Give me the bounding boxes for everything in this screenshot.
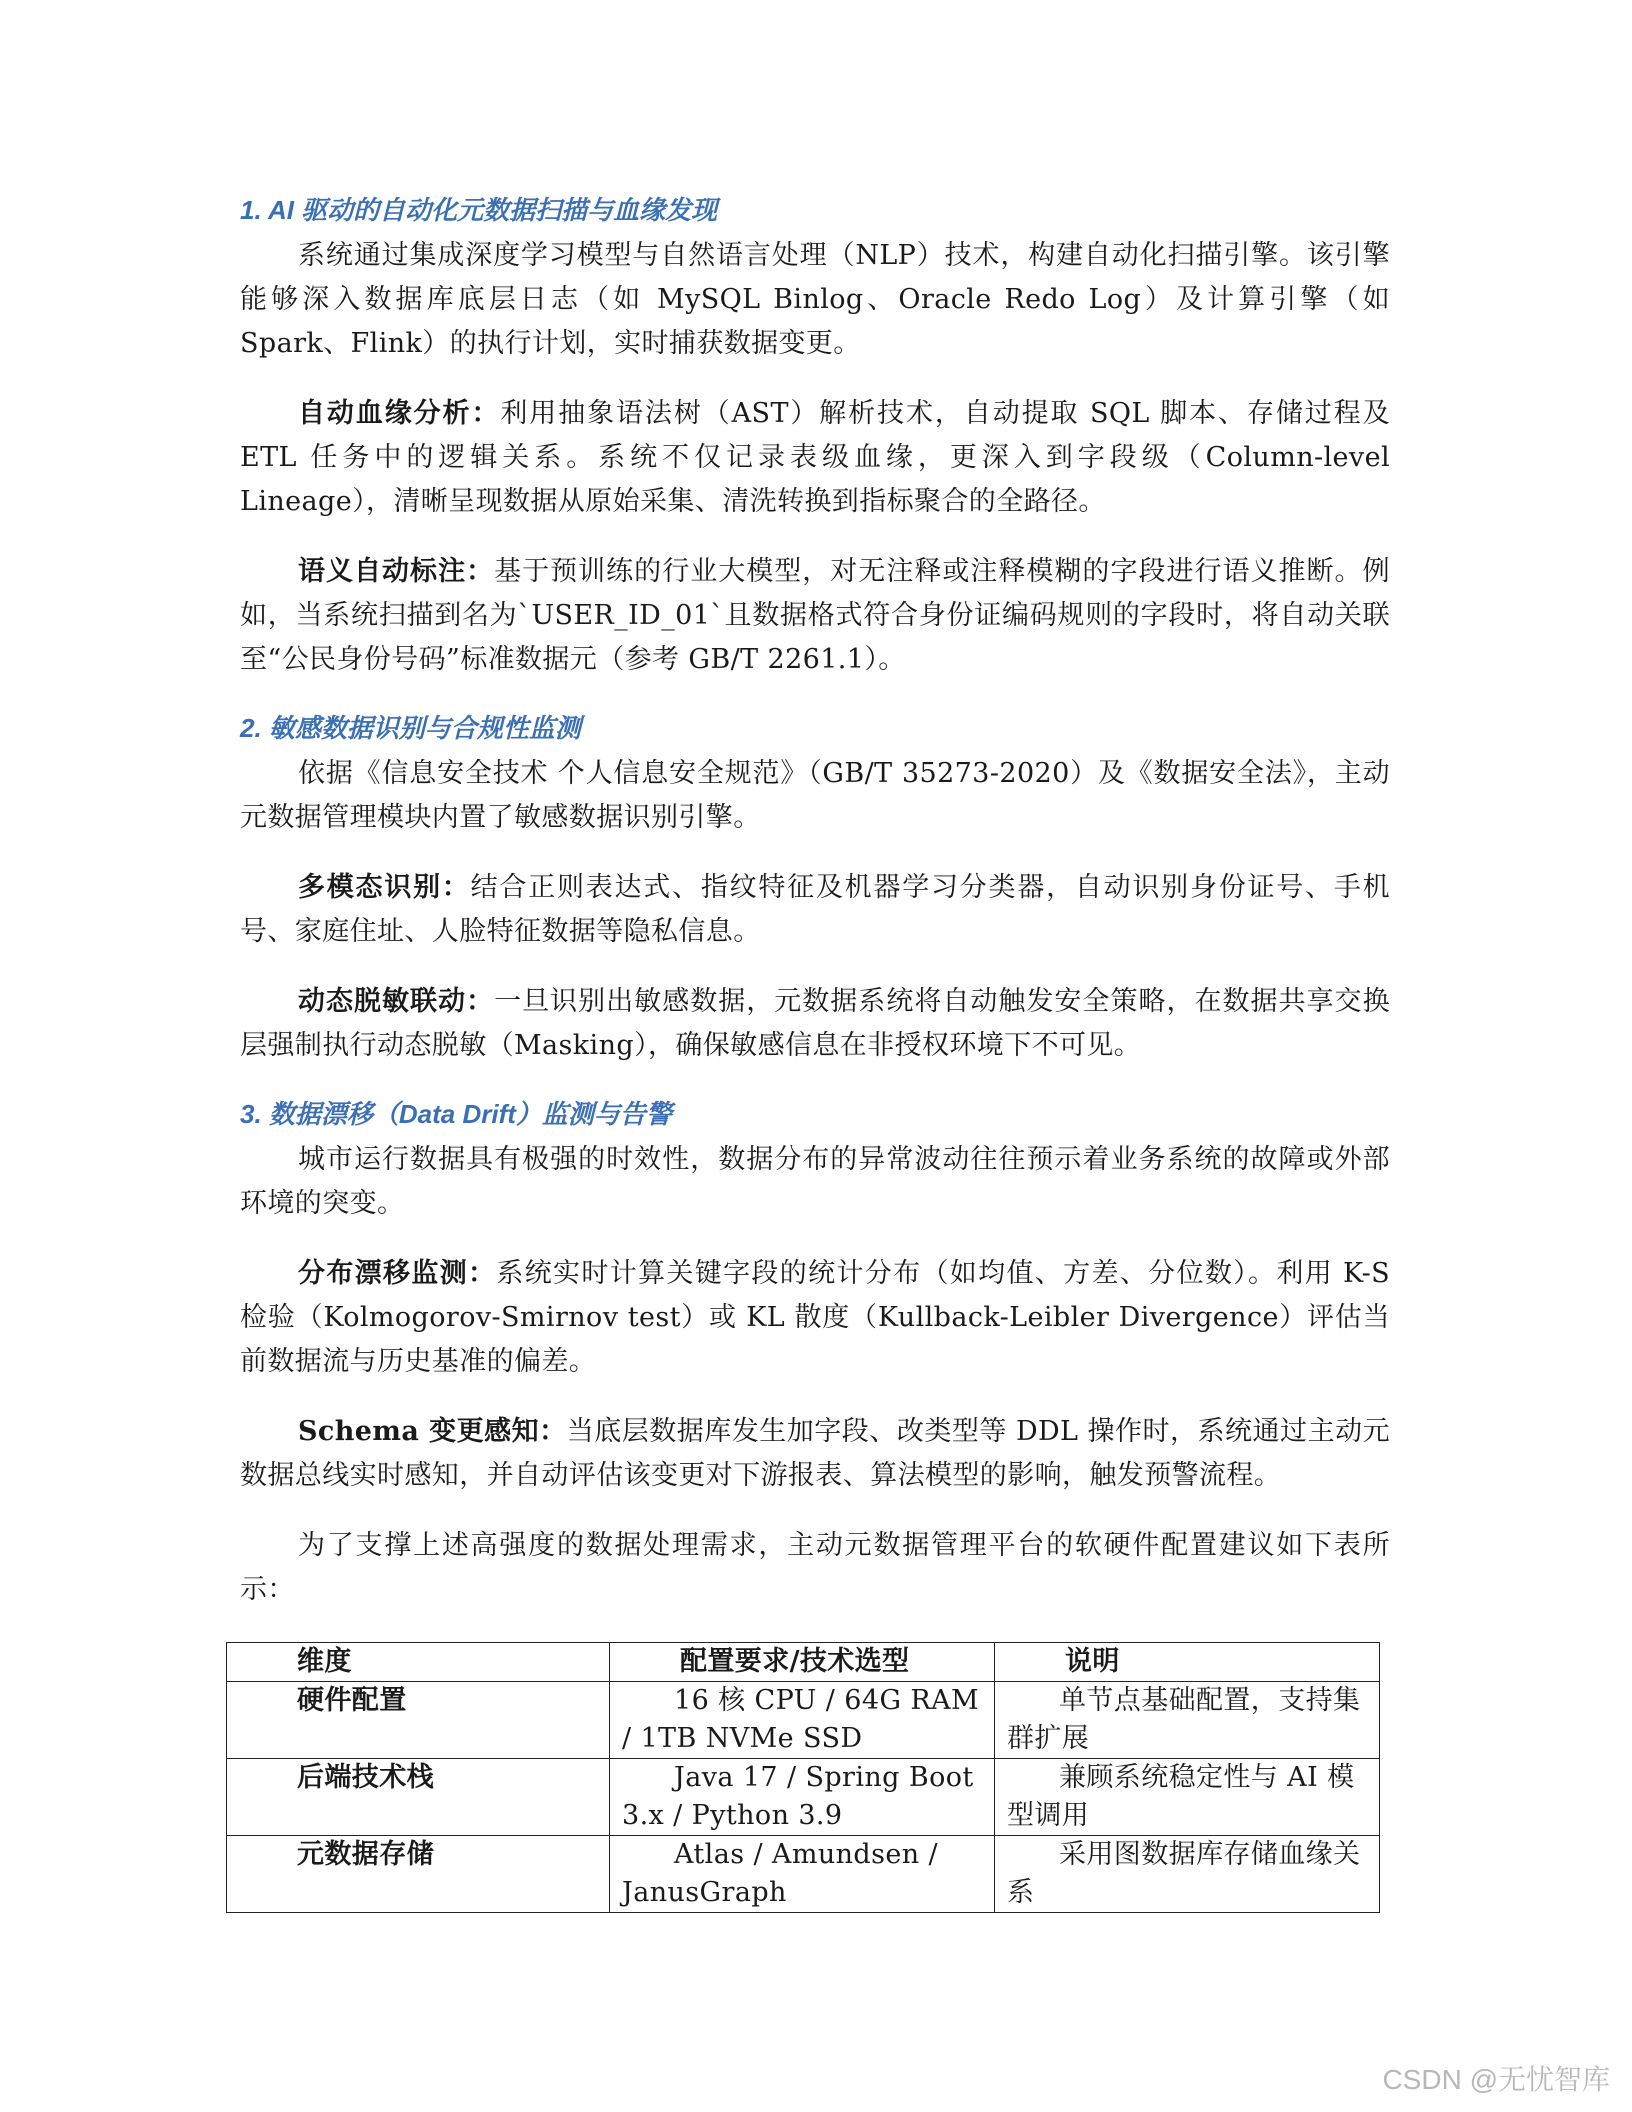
table-header-cell: 说明 [995, 1643, 1380, 1682]
table-cell-dimension: 硬件配置 [227, 1682, 610, 1759]
table-header-cell: 配置要求/技术选型 [610, 1643, 995, 1682]
section-heading-3: 3. 数据漂移（Data Drift）监测与告警 [240, 1099, 672, 1129]
point-text: 系统实时计算关键字段的统计分布（如均值、方差、分位数）。利用 K-S 检验（Kolmogorov-Smirnov test）或 KL 散度（Kullback-Leibler Divergence）评估当前数据流与历史基准的偏差。 [240, 1258, 1390, 1377]
table-cell-dimension: 元数据存储 [227, 1836, 610, 1913]
table-row [227, 1682, 1380, 1759]
section-1-intro: 系统通过集成深度学习模型与自然语言处理（NLP）技术，构建自动化扫描引擎。该引擎能够深入数据库底层日志（如 MySQL Binlog、Oracle Redo Log）及计算引擎（如 Spark、Flink）的执行计划，实时捕获数据变更。 [240, 240, 1390, 359]
section-heading-1: 1. AI 驱动的自动化元数据扫描与血缘发现 [240, 195, 718, 225]
point-text: 利用抽象语法树（AST）解析技术，自动提取 SQL 脚本、存储过程及 ETL 任务中的逻辑关系。系统不仅记录表级血缘，更深入到字段级（Column-level Lineage），清晰呈现数据从原始采集、清洗转换到指标聚合的全路径。 [240, 398, 1390, 517]
table-row [227, 1836, 1380, 1913]
section-2-intro: 依据《信息安全技术 个人信息安全规范》（GB/T 35273-2020）及《数据安全法》，主动元数据管理模块内置了敏感数据识别引擎。 [240, 758, 1390, 833]
section-1-point-2 [240, 550, 1390, 682]
point-text: 一旦识别出敏感数据，元数据系统将自动触发安全策略，在数据共享交换层强制执行动态脱敏（Masking），确保敏感信息在非授权环境下不可见。 [240, 986, 1390, 1061]
document-body [240, 190, 1390, 1638]
point-label: 自动血缘分析： [298, 398, 501, 429]
table-header-cell: 维度 [227, 1643, 610, 1682]
point-label: Schema 变更感知： [298, 1416, 567, 1447]
point-text: 当底层数据库发生加字段、改类型等 DDL 操作时，系统通过主动元数据总线实时感知，并自动评估该变更对下游报表、算法模型的影响，触发预警流程。 [240, 1416, 1390, 1491]
point-label: 语义自动标注： [298, 556, 495, 587]
section-3-intro: 城市运行数据具有极强的时效性，数据分布的异常波动往往预示着业务系统的故障或外部环境的突变。 [240, 1144, 1390, 1219]
table-cell-config: 16 核 CPU / 64G RAM / 1TB NVMe SSD [610, 1682, 995, 1759]
point-text: 结合正则表达式、指纹特征及机器学习分类器，自动识别身份证号、手机号、家庭住址、人脸特征数据等隐私信息。 [240, 872, 1390, 947]
point-label: 动态脱敏联动： [298, 986, 495, 1017]
section-3-point-2 [240, 1410, 1390, 1498]
table-cell-dimension: 后端技术栈 [227, 1759, 610, 1836]
table-cell-note: 兼顾系统稳定性与 AI 模型调用 [995, 1759, 1380, 1836]
config-table [226, 1642, 1380, 1913]
table-row [227, 1759, 1380, 1836]
section-2-point-1 [240, 866, 1390, 954]
watermark: CSDN @无忧智库 [1382, 2064, 1610, 2095]
point-label: 多模态识别： [298, 872, 471, 903]
point-text: 基于预训练的行业大模型，对无注释或注释模糊的字段进行语义推断。例如，当系统扫描到名为`USER_ID_01`且数据格式符合身份证编码规则的字段时，将自动关联至“公民身份号码”标准数据元（参考 GB/T 2261.1）。 [240, 556, 1390, 675]
closing-paragraph: 为了支撑上述高强度的数据处理需求，主动元数据管理平台的软硬件配置建议如下表所示： [240, 1530, 1390, 1605]
table-cell-note: 单节点基础配置，支持集群扩展 [995, 1682, 1380, 1759]
table-cell-config: Java 17 / Spring Boot 3.x / Python 3.9 [610, 1759, 995, 1836]
section-2-point-2 [240, 980, 1390, 1068]
section-3-point-1 [240, 1252, 1390, 1384]
point-label: 分布漂移监测： [298, 1258, 497, 1289]
table-cell-note: 采用图数据库存储血缘关系 [995, 1836, 1380, 1913]
table-cell-config: Atlas / Amundsen / JanusGraph [610, 1836, 995, 1913]
section-heading-2: 2. 敏感数据识别与合规性监测 [240, 713, 581, 743]
table-header-row [227, 1643, 1380, 1682]
section-1-point-1 [240, 392, 1390, 524]
